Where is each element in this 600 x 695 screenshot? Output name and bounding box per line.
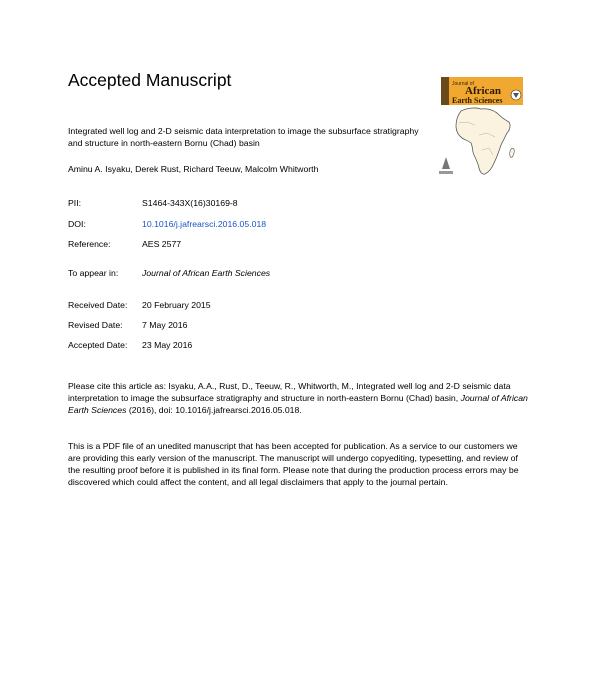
cover-journal-prefix: Journal of [452,81,474,87]
citation-text: Please cite this article as: Isyaku, A.A., Rust, D., Teeuw, R., Whitworth, M., Integrated well log and 2-D seismic data interpretation to image the subsurface stratigraphy and structure in north-eastern Bornu (Chad) basin, [68,381,511,403]
received-date-label: Received Date: [68,300,128,310]
journal-cover-image [437,75,527,185]
page-title: Accepted Manuscript [68,70,232,90]
revised-date-label: Revised Date: [68,320,123,330]
appear-in-label: To appear in: [68,268,119,278]
pii-label: PII: [68,198,82,208]
reference-label: Reference: [68,239,111,249]
doi-link[interactable]: 10.1016/j.jafrearsci.2016.05.018 [142,219,267,229]
reference-value: AES 2577 [142,239,182,249]
citation-doi: (2016), doi: 10.1016/j.jafrearsci.2016.05.018. [126,405,302,415]
doi-label: DOI: [68,219,86,229]
revised-date-value: 7 May 2016 [142,320,188,330]
received-date-value: 20 February 2015 [142,300,211,310]
article-title: Integrated well log and 2-D seismic data interpretation to image the subsurface stratigraphy and structure in north-eastern Bornu (Chad) basin [68,126,419,148]
accepted-date-label: Accepted Date: [68,340,128,350]
manuscript-notice: This is a PDF file of an unedited manuscript that has been accepted for publication. As a service to our customers we are providing this early version of the manuscript. The manuscript will undergo copyediting, typesetting, and review of the resulting proof before it is published in its final form. Please note that during the production process errors may be discovered which could affect the content, and all legal disclaimers that apply to the journal pertain. [68,441,519,487]
citation-paragraph [68,380,528,416]
article-authors: Aminu A. Isyaku, Derek Rust, Richard Teeuw, Malcolm Whitworth [68,164,319,174]
journal-cover [437,75,527,185]
pii-value: S1464-343X(16)30169-8 [142,198,238,208]
appear-in-journal: Journal of African Earth Sciences [142,268,271,278]
citation-journal: Journal of African Earth Sciences [68,393,528,415]
cover-journal-name-1: African [465,85,502,97]
accepted-date-value: 23 May 2016 [142,340,193,350]
cover-journal-name-2: Earth Sciences [452,96,503,105]
